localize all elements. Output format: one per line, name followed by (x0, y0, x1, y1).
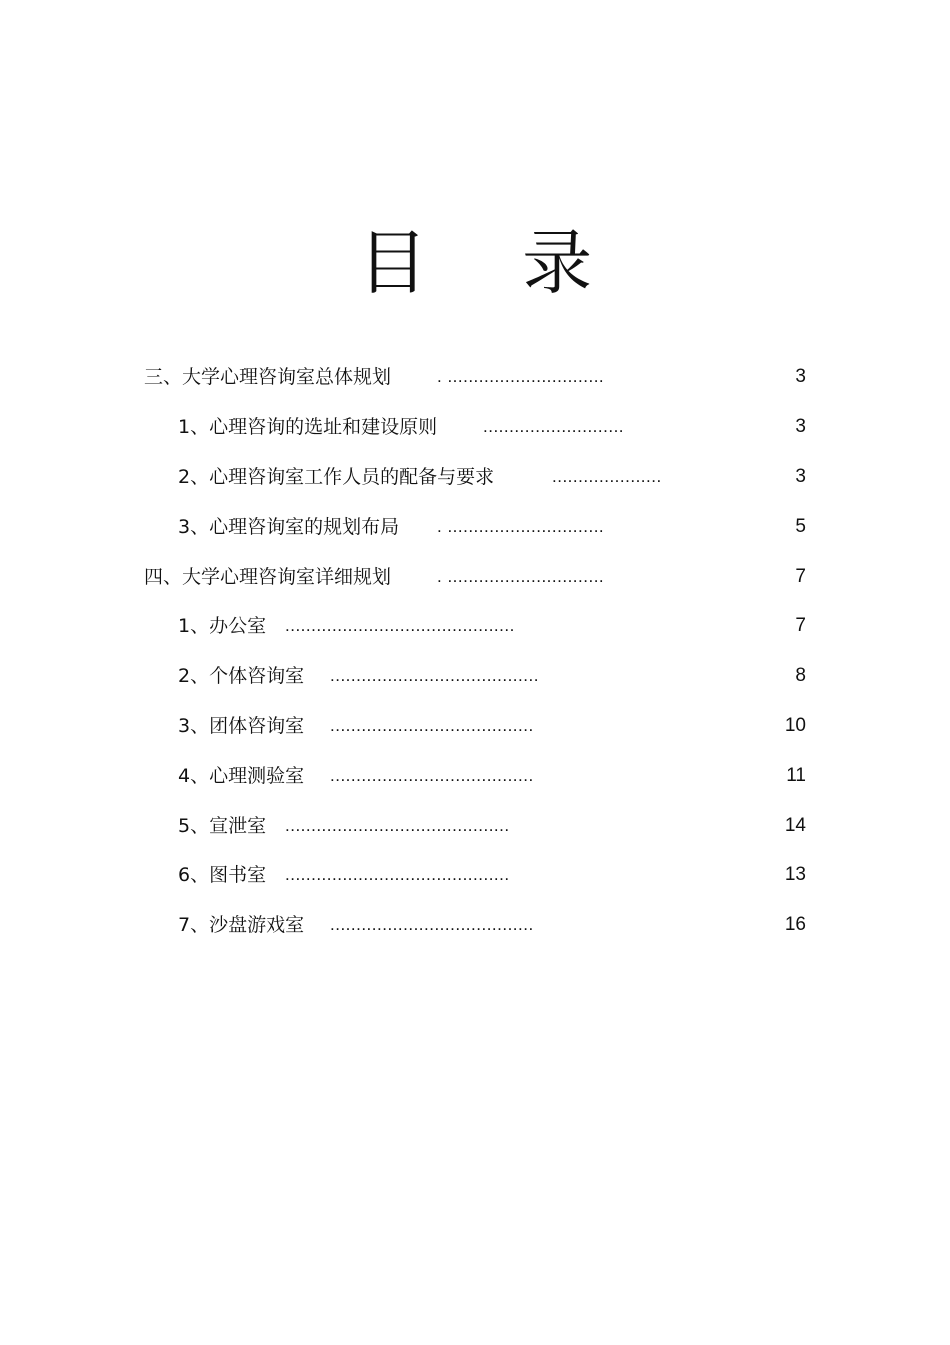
toc-entry-label: 1、办公室 (178, 615, 267, 637)
toc-entry-4-7[interactable] (0, 910, 950, 940)
toc-entry-3-1[interactable] (0, 412, 950, 442)
toc-leader-dots: ........................................... (285, 865, 510, 884)
toc-title: 目 录 (357, 222, 629, 304)
toc-page-number: 5 (795, 516, 806, 537)
toc-entry-3-3[interactable] (0, 512, 950, 542)
toc-leader-dots: ........................................... (285, 816, 510, 835)
toc-entry-label: 三、大学心理咨询室总体规划 (144, 366, 392, 388)
toc-leader-dots: ....................................... (330, 766, 534, 785)
toc-entry-section-4[interactable] (0, 562, 950, 592)
toc-entry-label: 四、大学心理咨询室详细规划 (144, 566, 392, 588)
toc-entry-4-6[interactable] (0, 860, 950, 890)
toc-entry-4-4[interactable] (0, 761, 950, 791)
toc-leader-dots: . .............................. (437, 567, 605, 586)
toc-page-number: 13 (784, 864, 806, 885)
toc-leader-dots: ............................................ (285, 616, 515, 635)
toc-entry-4-1[interactable] (0, 611, 950, 641)
toc-entry-4-3[interactable] (0, 711, 950, 741)
toc-entry-label: 6、图书室 (178, 864, 267, 886)
toc-entry-3-2[interactable] (0, 462, 950, 492)
toc-leader-dots: ........................... (483, 417, 625, 436)
toc-leader-dots: ..................... (552, 467, 662, 486)
toc-page-number: 7 (795, 615, 806, 636)
toc-page-number: 11 (786, 765, 806, 786)
toc-page-number: 3 (795, 366, 806, 387)
toc-entry-label: 3、团体咨询室 (178, 715, 305, 737)
toc-entry-4-2[interactable] (0, 661, 950, 691)
toc-entry-label: 5、宣泄室 (178, 815, 267, 837)
toc-page-number: 16 (784, 914, 806, 935)
toc-leader-dots: ....................................... (330, 915, 534, 934)
toc-page-number: 8 (795, 665, 806, 686)
toc-page-number: 14 (784, 815, 806, 836)
toc-leader-dots: . .............................. (437, 367, 605, 386)
toc-page-number: 3 (795, 466, 806, 487)
toc-entry-label: 7、沙盘游戏室 (178, 914, 305, 936)
toc-entry-label: 4、心理测验室 (178, 765, 305, 787)
toc-entry-label: 2、个体咨询室 (178, 665, 305, 687)
toc-leader-dots: . .............................. (437, 517, 605, 536)
toc-entry-4-5[interactable] (0, 811, 950, 841)
toc-entry-label: 1、心理咨询的选址和建设原则 (178, 416, 438, 438)
toc-page-number: 10 (784, 715, 806, 736)
toc-entry-label: 3、心理咨询室的规划布局 (178, 516, 400, 538)
toc-entry-label: 2、心理咨询室工作人员的配备与要求 (178, 466, 495, 488)
toc-leader-dots: ........................................ (330, 666, 539, 685)
toc-page-number: 7 (795, 566, 806, 587)
toc-page-number: 3 (795, 416, 806, 437)
toc-entry-section-3[interactable] (0, 362, 950, 392)
toc-leader-dots: ....................................... (330, 716, 534, 735)
